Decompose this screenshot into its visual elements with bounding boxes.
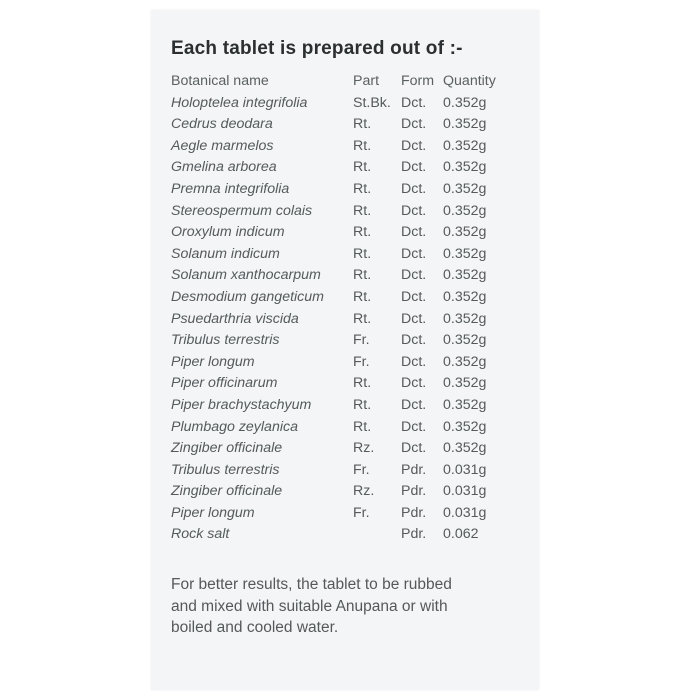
- cell-form: Dct.: [401, 137, 427, 154]
- cell-quantity: 0.031g: [443, 483, 487, 500]
- cell-part: Fr.: [353, 504, 370, 521]
- cell-quantity: 0.352g: [443, 94, 487, 111]
- cell-part: Rz.: [353, 440, 375, 457]
- usage-note: [171, 574, 531, 639]
- cell-quantity: 0.352g: [443, 180, 487, 197]
- cell-part: Rt.: [353, 396, 372, 413]
- cell-botanical-name: Oroxylum indicum: [171, 224, 285, 241]
- cell-form: Pdr.: [401, 526, 427, 543]
- cell-form: Pdr.: [401, 461, 427, 478]
- cell-botanical-name: Piper longum: [171, 504, 255, 521]
- table-row: [171, 438, 531, 460]
- table-row: [171, 352, 531, 374]
- cell-part: Rt.: [353, 245, 372, 262]
- table-row: [171, 373, 531, 395]
- cell-quantity: 0.352g: [443, 375, 487, 392]
- cell-quantity: 0.352g: [443, 418, 487, 435]
- cell-quantity: 0.352g: [443, 396, 487, 413]
- cell-botanical-name: Cedrus deodara: [171, 116, 273, 133]
- table-header-row: [171, 71, 531, 93]
- cell-botanical-name: Aegle marmelos: [171, 137, 274, 154]
- header-botanical-name: Botanical name: [171, 73, 269, 89]
- cell-form: Dct.: [401, 267, 427, 284]
- cell-form: Dct.: [401, 224, 427, 241]
- cell-part: Rt.: [353, 267, 372, 284]
- cell-part: Rt.: [353, 375, 372, 392]
- cell-botanical-name: Piper longum: [171, 353, 255, 370]
- cell-part: Rt.: [353, 116, 372, 133]
- usage-note-line: and mixed with suitable Anupana or with: [171, 597, 448, 615]
- cell-part: Rt.: [353, 418, 372, 435]
- cell-part: Fr.: [353, 461, 370, 478]
- ingredients-table: [171, 71, 531, 546]
- cell-part: Rt.: [353, 180, 372, 197]
- cell-form: Dct.: [401, 159, 427, 176]
- table-row: [171, 481, 531, 503]
- table-row: [171, 503, 531, 525]
- cell-form: Dct.: [401, 116, 427, 133]
- cell-part: Rt.: [353, 159, 372, 176]
- table-row: [171, 136, 531, 158]
- cell-botanical-name: Psuedarthria viscida: [171, 310, 299, 327]
- table-row: [171, 114, 531, 136]
- cell-botanical-name: Holoptelea integrifolia: [171, 94, 308, 111]
- table-row: [171, 524, 531, 546]
- cell-part: Rt.: [353, 288, 372, 305]
- cell-botanical-name: Piper officinarum: [171, 375, 278, 392]
- cell-form: Dct.: [401, 396, 427, 413]
- header-form: Form: [401, 73, 435, 89]
- cell-quantity: 0.352g: [443, 116, 487, 133]
- table-row: [171, 395, 531, 417]
- cell-botanical-name: Zingiber officinale: [171, 483, 283, 500]
- table-row: [171, 179, 531, 201]
- cell-part: Rt.: [353, 224, 372, 241]
- cell-form: Dct.: [401, 353, 427, 370]
- header-quantity: Quantity: [443, 73, 496, 89]
- cell-quantity: 0.352g: [443, 353, 487, 370]
- cell-quantity: 0.352g: [443, 332, 487, 349]
- cell-botanical-name: Rock salt: [171, 526, 230, 543]
- cell-quantity: 0.352g: [443, 267, 487, 284]
- cell-form: Pdr.: [401, 483, 427, 500]
- cell-quantity: 0.031g: [443, 461, 487, 478]
- table-row: [171, 244, 531, 266]
- composition-heading: Each tablet is prepared out of :-: [171, 38, 463, 59]
- cell-botanical-name: Piper brachystachyum: [171, 396, 312, 413]
- cell-botanical-name: Tribulus terrestris: [171, 332, 280, 349]
- table-row: [171, 201, 531, 223]
- cell-botanical-name: Premna integrifolia: [171, 180, 290, 197]
- cell-botanical-name: Desmodium gangeticum: [171, 288, 324, 305]
- cell-part: Rt.: [353, 137, 372, 154]
- cell-form: Dct.: [401, 310, 427, 327]
- cell-form: Dct.: [401, 180, 427, 197]
- table-body: [171, 93, 531, 546]
- cell-form: Dct.: [401, 440, 427, 457]
- cell-form: Dct.: [401, 288, 427, 305]
- cell-quantity: 0.352g: [443, 245, 487, 262]
- cell-quantity: 0.352g: [443, 159, 487, 176]
- cell-part: Rt.: [353, 202, 372, 219]
- cell-botanical-name: Tribulus terrestris: [171, 461, 280, 478]
- cell-form: Dct.: [401, 245, 427, 262]
- table-row: [171, 460, 531, 482]
- cell-quantity: 0.352g: [443, 440, 487, 457]
- table-row: [171, 309, 531, 331]
- cell-botanical-name: Plumbago zeylanica: [171, 418, 298, 435]
- cell-quantity: 0.352g: [443, 310, 487, 327]
- ingredient-label-card: [151, 10, 539, 690]
- cell-botanical-name: Gmelina arborea: [171, 159, 277, 176]
- cell-botanical-name: Solanum xanthocarpum: [171, 267, 321, 284]
- cell-part: St.Bk.: [353, 94, 391, 111]
- cell-quantity: 0.352g: [443, 224, 487, 241]
- cell-quantity: 0.352g: [443, 288, 487, 305]
- cell-quantity: 0.031g: [443, 504, 487, 521]
- cell-botanical-name: Stereospermum colais: [171, 202, 313, 219]
- cell-part: Rz.: [353, 483, 375, 500]
- cell-form: Dct.: [401, 375, 427, 392]
- usage-note-line: For better results, the tablet to be rubbed: [171, 576, 452, 593]
- table-row: [171, 157, 531, 179]
- table-row: [171, 265, 531, 287]
- table-row: [171, 330, 531, 352]
- usage-note-line: boiled and cooled water.: [171, 619, 339, 636]
- cell-quantity: 0.352g: [443, 137, 487, 154]
- cell-form: Dct.: [401, 418, 427, 435]
- cell-form: Dct.: [401, 202, 427, 219]
- cell-quantity: 0.352g: [443, 202, 487, 219]
- table-row: [171, 93, 531, 115]
- cell-part: Fr.: [353, 332, 370, 349]
- cell-form: Pdr.: [401, 504, 427, 521]
- cell-quantity: 0.062: [443, 526, 479, 543]
- cell-part: Fr.: [353, 353, 370, 370]
- table-row: [171, 222, 531, 244]
- cell-part: Rt.: [353, 310, 372, 327]
- table-row: [171, 287, 531, 309]
- table-row: [171, 417, 531, 439]
- cell-form: Dct.: [401, 94, 427, 111]
- cell-form: Dct.: [401, 332, 427, 349]
- header-part: Part: [353, 73, 380, 89]
- cell-botanical-name: Zingiber officinale: [171, 440, 283, 457]
- cell-botanical-name: Solanum indicum: [171, 245, 280, 262]
